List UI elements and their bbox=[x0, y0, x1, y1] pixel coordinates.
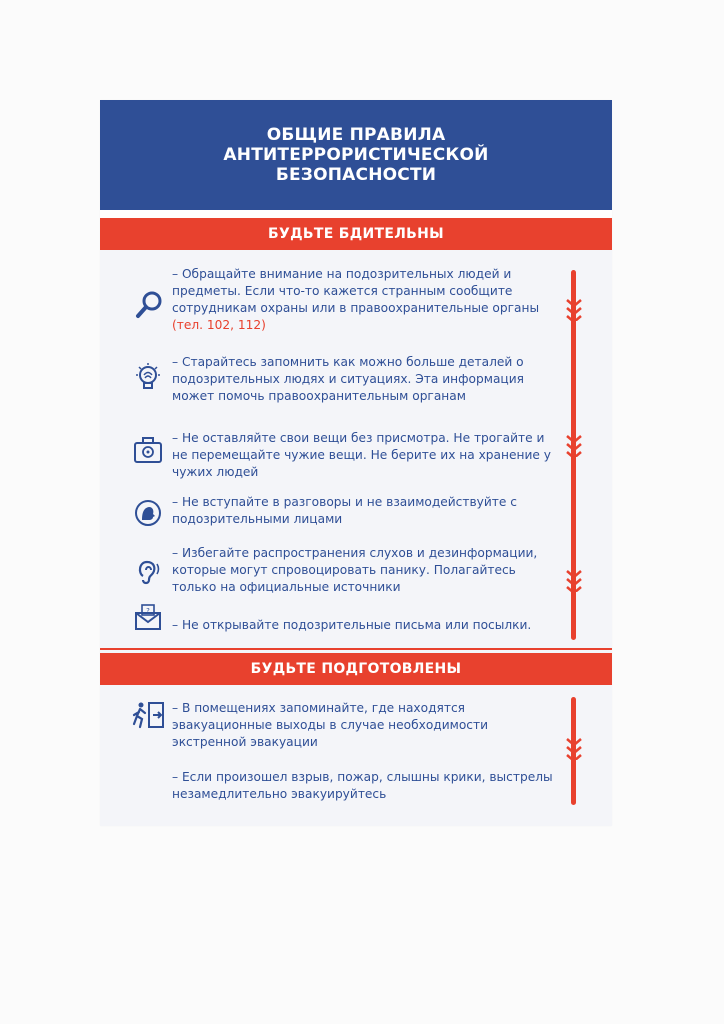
list-item: – В помещениях запоминайте, где находятся эвакуационные выходы в случае необходимости экстренной эвакуации bbox=[172, 701, 489, 749]
list-item: – Если произошел взрыв, пожар, слышны крики, выстрелы незамедлительно эвакуируйтесь bbox=[172, 770, 553, 801]
brain-bulb-icon bbox=[133, 362, 163, 392]
chevrons-icon bbox=[564, 568, 584, 592]
section-title-prepared: БУДЬТЕ ПОДГОТОВЛЕНЫ bbox=[100, 653, 612, 685]
suitcase-icon bbox=[133, 435, 163, 465]
envelope-icon bbox=[133, 603, 163, 633]
list-item: – Старайтесь запомнить как можно больше деталей о подозрительных людях и ситуациях. Эта информация может помочь правоохранительным органам bbox=[172, 355, 524, 403]
header-gap bbox=[100, 210, 612, 218]
item-text: – Обращайте внимание на подозрительных людей и предметы. Если что-то кажется странным сообщите сотрудникам охраны или в правоохранительные органы bbox=[172, 267, 540, 315]
poster-title: ОБЩИЕ ПРАВИЛА АНТИТЕРРОРИСТИЧЕСКОЙ БЕЗОПАСНОСТИ bbox=[223, 125, 489, 185]
list-item: – Не открывайте подозрительные письма или посылки. bbox=[172, 618, 532, 632]
section-title-vigilant: БУДЬТЕ БДИТЕЛЬНЫ bbox=[100, 218, 612, 250]
poster bbox=[100, 100, 612, 826]
emergency-exit-icon bbox=[131, 700, 165, 730]
list-item bbox=[172, 266, 562, 334]
chevrons-icon bbox=[564, 433, 584, 457]
phone-numbers: (тел. 102, 112) bbox=[172, 318, 266, 332]
magnifier-icon bbox=[134, 290, 164, 320]
list-item: – Не оставляйте свои вещи без присмотра. Не трогайте и не перемещайте чужие вещи. Не берите их на хранение у чужих людей bbox=[172, 431, 551, 479]
chevrons-icon bbox=[564, 736, 584, 760]
list-item: – Не вступайте в разговоры и не взаимодействуйте с подозрительными лицами bbox=[172, 495, 517, 526]
ear-icon bbox=[133, 556, 163, 586]
poster-header bbox=[100, 100, 612, 210]
section-divider bbox=[100, 648, 612, 650]
svg-text:?: ? bbox=[146, 607, 150, 615]
chevrons-icon bbox=[564, 297, 584, 321]
list-item: – Избегайте распространения слухов и дезинформации, которые могут спровоцировать панику. Полагайтесь только на официальные источники bbox=[172, 546, 538, 594]
speaking-head-icon bbox=[133, 498, 163, 528]
